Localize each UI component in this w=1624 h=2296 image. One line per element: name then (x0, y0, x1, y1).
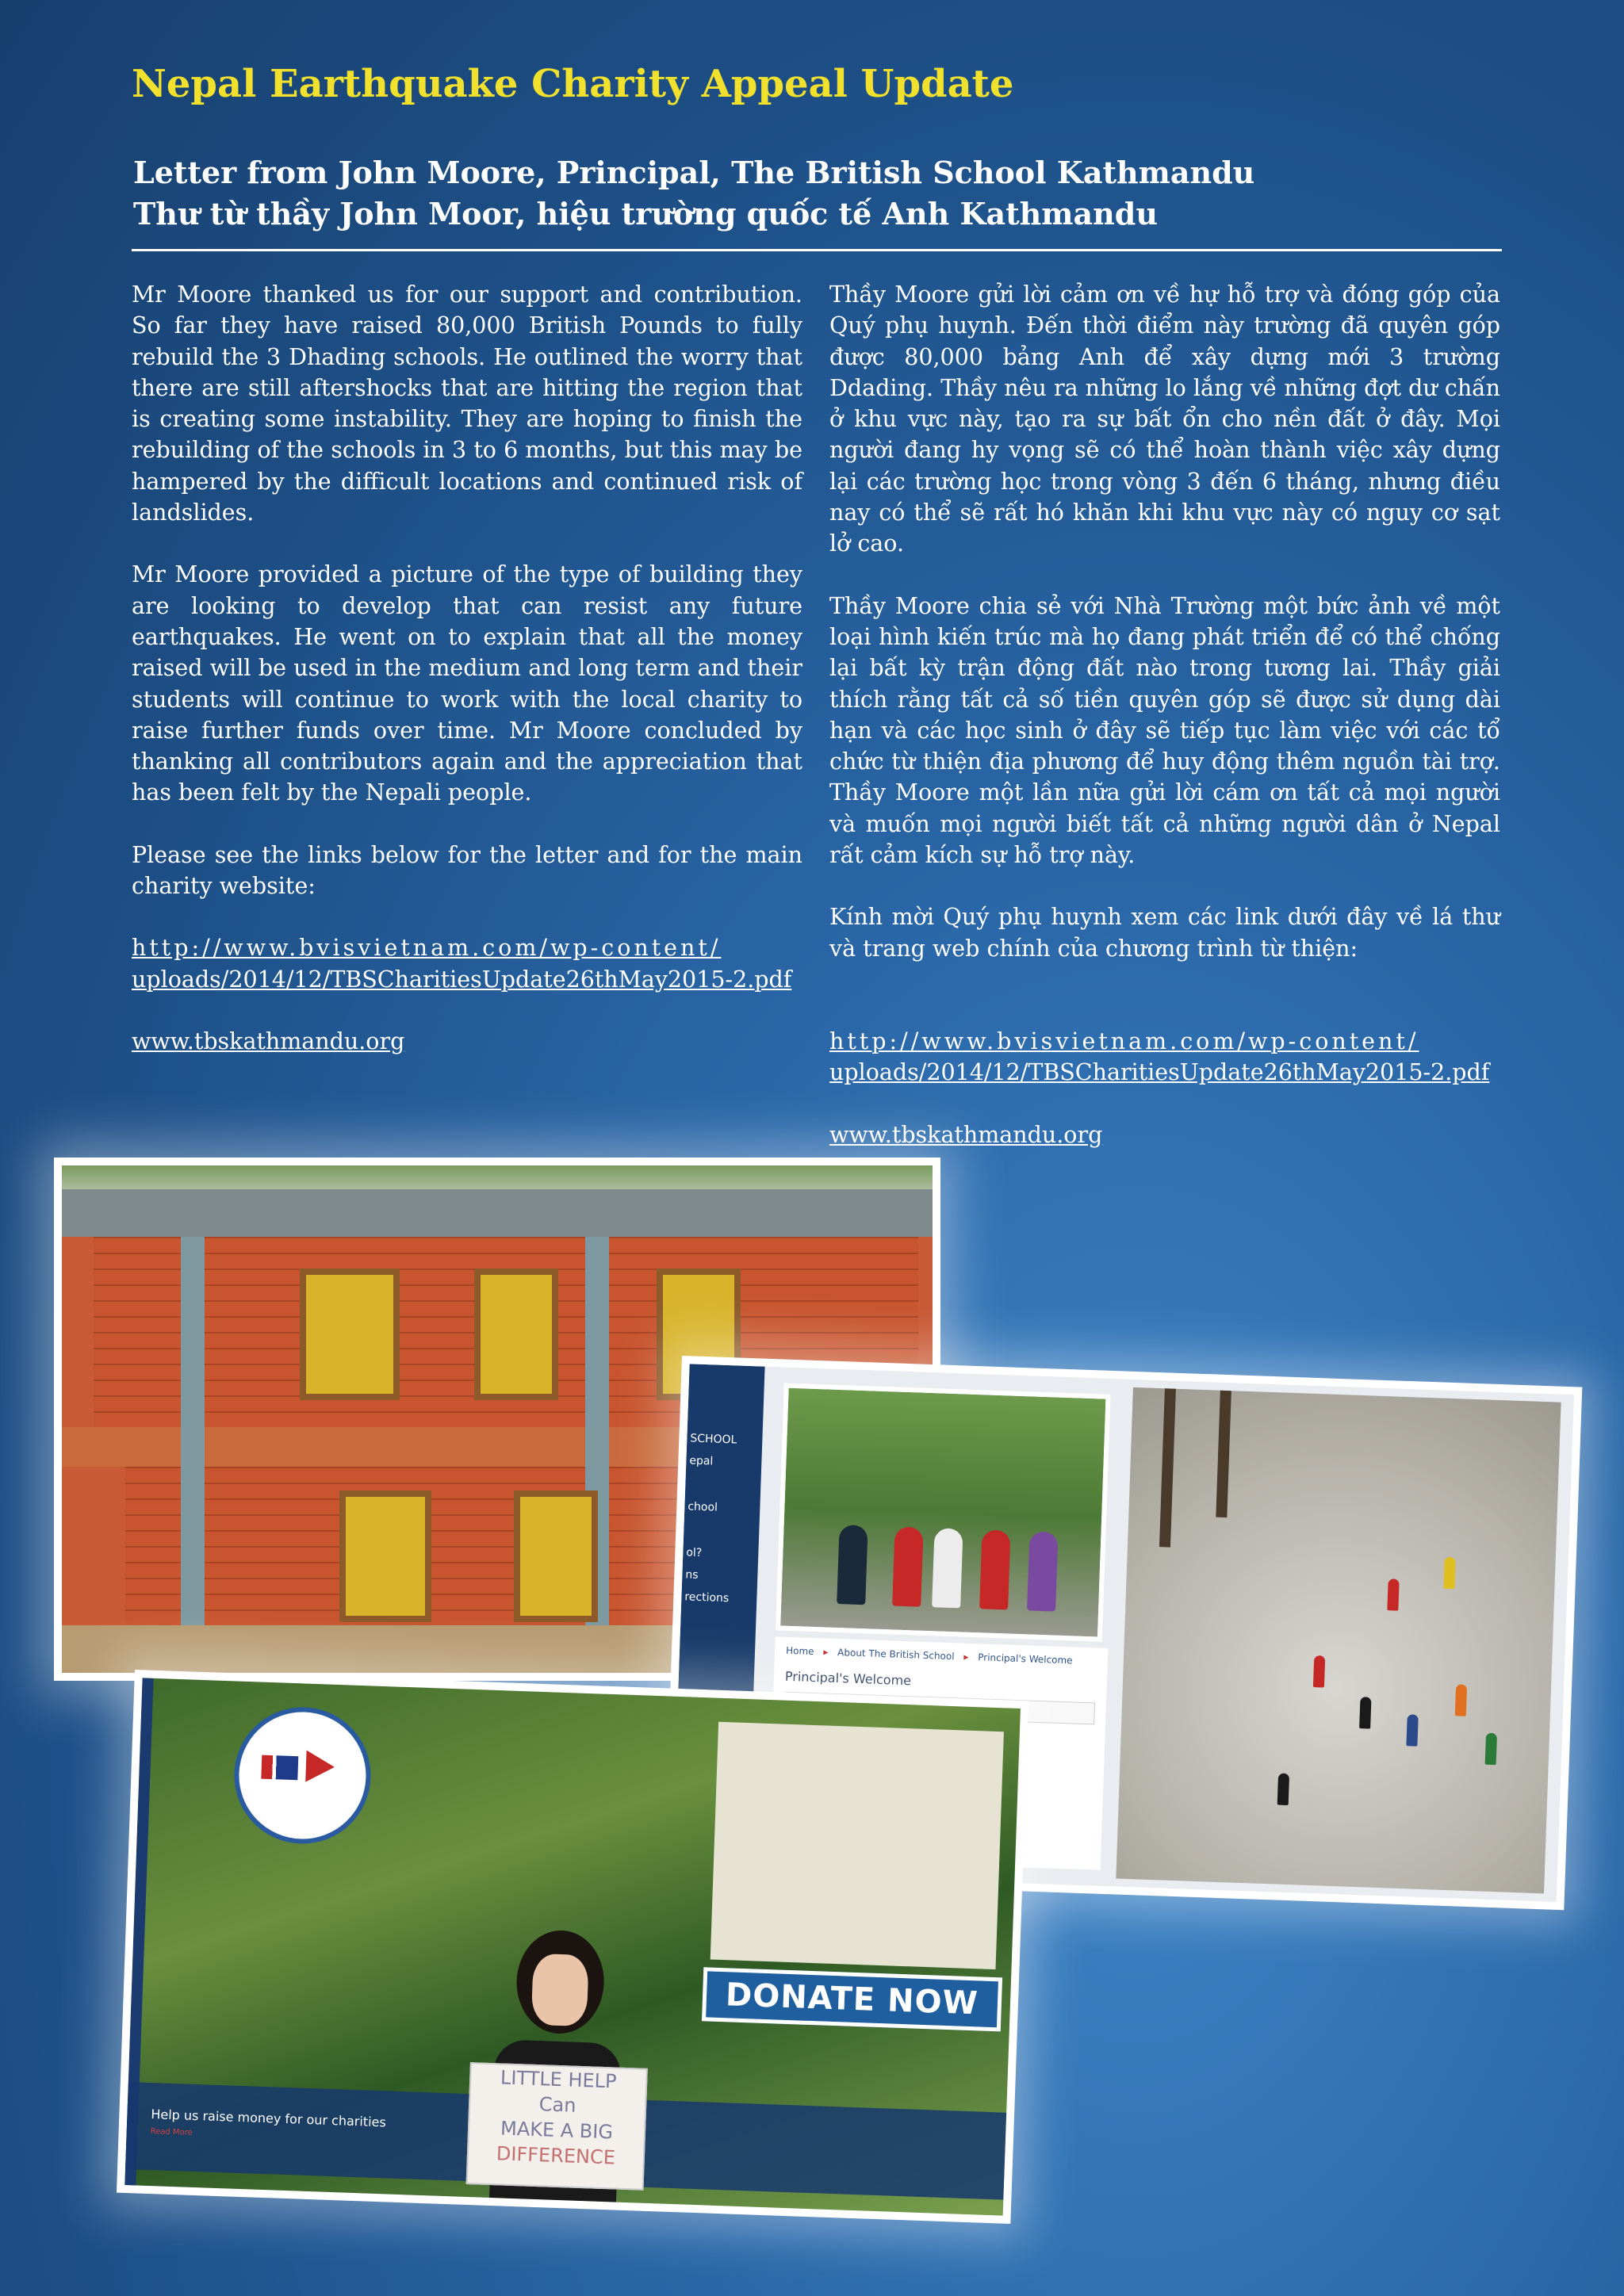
window (339, 1490, 431, 1622)
donate-photo (117, 1670, 1028, 2224)
person (892, 1527, 923, 1607)
english-paragraph-2: Mr Moore provided a picture of the type of building they are looking to develop that can resist any future earthquakes. He went on to explain that all the money raised will be used in the medium and long term and their students will continue to work with the local charity to raise further funds over time. Mr Moore concluded by thanking all contributors again and the appreciation that has been felt by the Nepali people. (132, 561, 802, 806)
sign-line: LITTLE HELP (500, 2066, 618, 2093)
breadcrumb-about[interactable]: About The British School (837, 1647, 955, 1663)
window (514, 1490, 598, 1622)
pillar (181, 1237, 205, 1665)
heading-divider (132, 249, 1502, 251)
vietnamese-website-link[interactable]: www.tbskathmandu.org (829, 1121, 1103, 1148)
nav-item: chool (688, 1500, 718, 1514)
person (1313, 1655, 1325, 1687)
nav-item: ol? (686, 1546, 703, 1560)
letter-heading (133, 152, 1505, 235)
tree-trunk (1216, 1391, 1231, 1517)
nav-item: SCHOOL (690, 1432, 737, 1447)
vietnamese-letter-link[interactable]: http://www.bvisvietnam.com/wp-content/ (829, 1027, 1419, 1054)
nav-item: epal (689, 1454, 714, 1468)
breadcrumb-welcome[interactable]: Principal's Welcome (978, 1651, 1073, 1667)
person (979, 1529, 1010, 1609)
sign-line: MAKE A BIG (500, 2117, 614, 2144)
person (1387, 1578, 1399, 1610)
person (1359, 1697, 1371, 1728)
person (932, 1528, 963, 1608)
donate-now-button[interactable]: DONATE NOW (702, 1967, 1002, 2031)
vietnamese-paragraph-3: Kính mời Quý phụ huynh xem các link dưới đây về lá thư và trang web chính của chương trình từ thiện: (829, 904, 1500, 962)
person (1406, 1714, 1418, 1746)
english-website-link[interactable]: www.tbskathmandu.org (132, 1027, 405, 1054)
breadcrumb-separator-icon: ▸ (823, 1646, 829, 1658)
breadcrumb-separator-icon: ▸ (963, 1651, 969, 1663)
person (837, 1525, 868, 1605)
english-paragraph-1: Mr Moore thanked us for our support and contribution. So far they have raised 80,000 British Pounds to fully rebuild the 3 Dhading schools. He outlined the worry that there are still aftershocks that are hitting the region that is creating some instability. They are hoping to finish the rebuilding of the schools in 3 to 6 months, but this may be hampered by the difficult locations and continued risk of landslides. (132, 281, 802, 526)
courtyard-photo (1116, 1387, 1561, 1893)
spacer (829, 995, 1500, 1026)
person (1443, 1557, 1455, 1589)
window (300, 1269, 400, 1400)
breadcrumb-home[interactable]: Home (785, 1644, 814, 1658)
read-more-link[interactable]: Read More (150, 2127, 193, 2137)
english-letter-link[interactable]: http://www.bvisvietnam.com/wp-content/ (132, 935, 722, 962)
nepal-flag-icon (305, 1751, 335, 1783)
window (474, 1269, 558, 1400)
letter-heading-vietnamese: Thư từ thầy John Moor, hiệu trường quốc tế Anh Kathmandu (133, 196, 1158, 232)
english-letter-link-block (132, 932, 802, 995)
person (1277, 1774, 1289, 1805)
person (1027, 1531, 1058, 1611)
sign-line: DIFFERENCE (496, 2142, 616, 2169)
nav-item: ns (685, 1568, 699, 1582)
banner-text: Help us raise money for our charities (151, 2107, 387, 2130)
students-photo (776, 1383, 1111, 1642)
english-column (132, 279, 802, 1057)
page-title: Nepal Earthquake Charity Appeal Update (132, 62, 1014, 106)
house (710, 1722, 1004, 1969)
vietnamese-paragraph-2: Thầy Moore chia sẻ với Nhà Trường một bức ảnh về một loại hình kiến trúc mà họ đang phát triển để có thể chống lại bất kỳ trận động đất nào trong tương lai. Thầy giải thích rằng tất cả số tiền quyên góp sẽ được sử dụng dài hạn và các học sinh ở đây sẽ tiếp tục làm việc với các tổ chức từ thiện địa phương để huy động thêm nguồn tài trợ. Thầy Moore một lần nữa gửi lời cám ơn tất cả mọi người và muốn mọi người biết tất cả những người dân ở Nepal rất cảm kích sự hỗ trợ này. (829, 592, 1500, 869)
vietnamese-letter-link-block (829, 1026, 1500, 1089)
face (531, 1954, 589, 2026)
vietnamese-column (829, 279, 1500, 1150)
tree-trunk (1159, 1388, 1176, 1547)
english-letter-link-cont[interactable]: uploads/2014/12/TBSCharitiesUpdate26thMay2015-2.pdf (132, 966, 792, 993)
school-logo (232, 1705, 373, 1846)
upper-roof (62, 1189, 933, 1237)
letter-heading-english: Letter from John Moore, Principal, The British School Kathmandu (133, 155, 1255, 190)
handwritten-sign (466, 2062, 648, 2191)
website-heading: Principal's Welcome (784, 1668, 912, 1689)
vietnamese-letter-link-cont[interactable]: uploads/2014/12/TBSCharitiesUpdate26thMay2015-2.pdf (829, 1059, 1490, 1086)
nav-item: rections (684, 1590, 730, 1605)
union-flag-icon (261, 1755, 298, 1781)
person (1455, 1684, 1467, 1716)
english-paragraph-3: Please see the links below for the letter and for the main charity website: (132, 841, 802, 900)
sign-line: Can (538, 2093, 576, 2117)
vietnamese-paragraph-1: Thầy Moore gửi lời cảm ơn về hự hỗ trợ và đóng góp của Quý phụ huynh. Đến thời điểm này trường đã quyên góp được 80,000 bảng Anh để xây dựng mới 3 trường Ddading. Thầy nêu ra những lo lắng về những đợt dư chấn ở khu vực này, tạo ra sự bất ổn cho nền đất ở đây. Mọi người đang hy vọng sẽ có thể hoàn thành việc xây dựng lại các trường học trong vòng 3 đến 6 tháng, nhưng điều nay có thể sẽ rất hó khăn khi khu vực này có nguy cơ sạt lở cao. (829, 281, 1500, 557)
person (1485, 1733, 1497, 1765)
